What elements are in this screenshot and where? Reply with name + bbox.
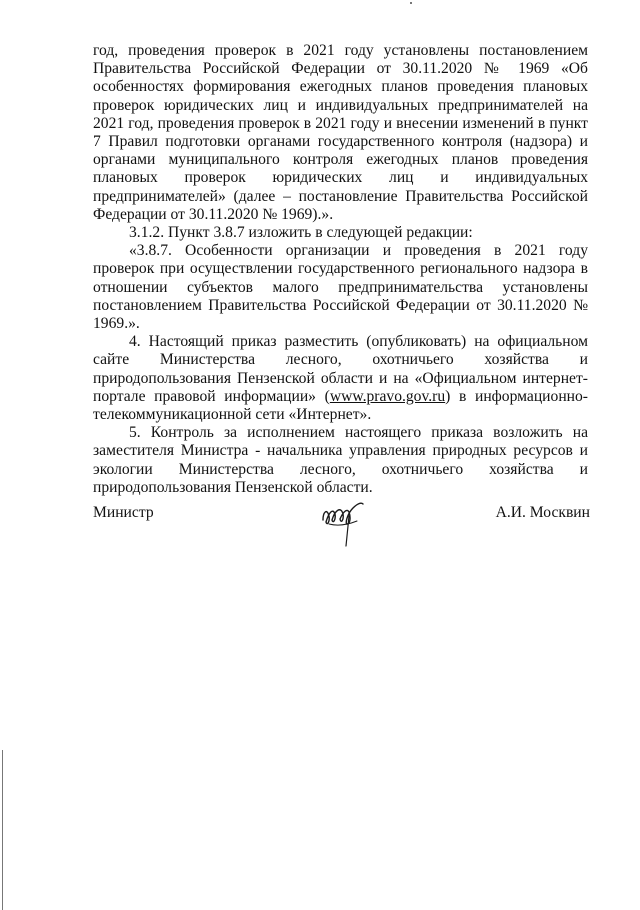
signatory-title: Министр <box>93 504 154 521</box>
document-body <box>93 42 588 497</box>
scan-mark-left <box>2 750 3 910</box>
signature-block <box>93 494 590 554</box>
paragraph-4-text-after: ) в информационно-телекоммуникационной сети «Интернет». <box>93 387 588 424</box>
scan-mark-top <box>410 2 412 4</box>
paragraph-3-8-7: «3.8.7. Особенности организации и проведения в 2021 году проверок при осуществлении государственного регионального надзора в отношении субъектов малого предпринимательства установлены постановлением Правительства Российской Федерации от 30.11.2020 № 1969.». <box>93 242 588 333</box>
paragraph-3-1-2: 3.1.2. Пункт 3.8.7 изложить в следующей редакции: <box>129 224 473 242</box>
handwritten-signature <box>317 494 369 550</box>
paragraph-continuation: год, проведения проверок в 2021 году установлены постановлением Правительства Российской Федерации от 30.11.2020 № 1969 «Об особенностях формирования ежегодных планов проведения плановых проверок юридических лиц и индивидуальных предпринимателей на 2021 год, проведения проверок в 2021 году и внесении изменений в пункт 7 Правил подготовки органами государственного контроля (надзора) и органами муниципального контроля ежегодных планов проведения плановых проверок юридических лиц и индивидуальных предпринимателей» (далее – постановление Правительства Российской Федерации от 30.11.2020 № 1969).». <box>93 42 588 223</box>
paragraph-4-text-before: 4. Настоящий приказ разместить (опубликовать) на официальном сайте Министерства лесного, охотничьего хозяйства и природопользования Пензенской области и на «Официальном интернет-портале правовой информации» ( <box>93 333 588 405</box>
paragraph-5: 5. Контроль за исполнением настоящего приказа возложить на заместителя Министра - начальника управления природных ресурсов и экологии Министерства лесного, охотничьего хозяйства и природопользования Пензенской области. <box>93 424 588 496</box>
paragraph-4 <box>93 333 588 424</box>
signatory-name: А.И. Москвин <box>495 504 590 521</box>
pravo-link[interactable]: www.pravo.gov.ru <box>329 387 446 405</box>
